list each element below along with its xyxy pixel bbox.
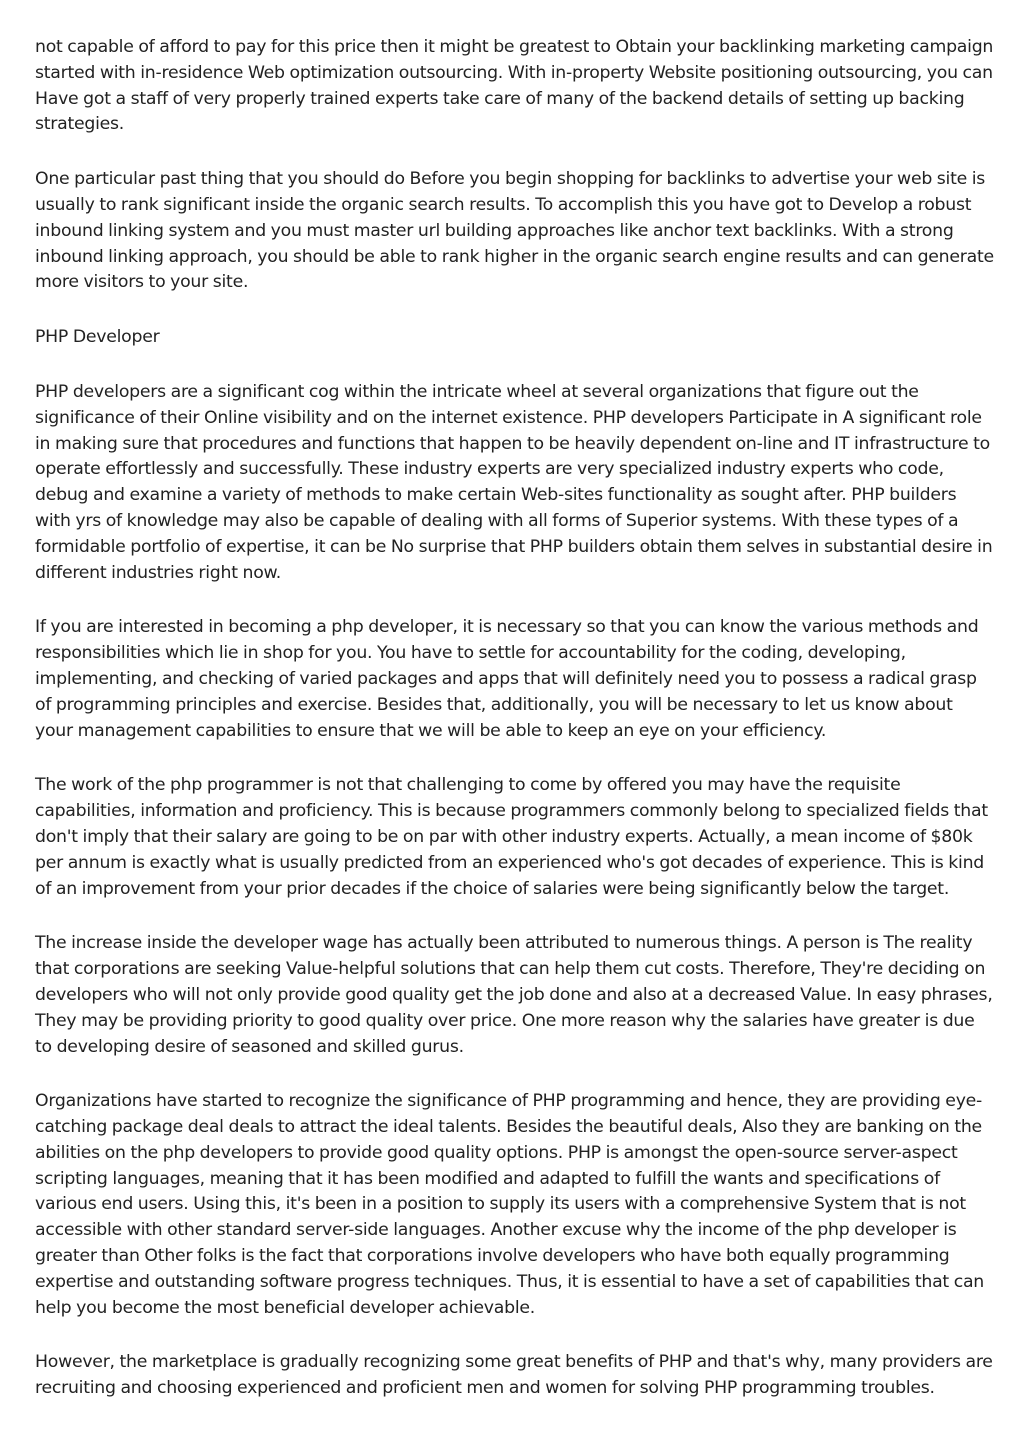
paragraph-organizations-recognize: Organizations have started to recognize the significance of PHP programming and hence, they are providing eye-catching package deal deals to attract the ideal talents. Besides the beautiful deals, Also they are banking on the abilities on the php developers to provide good quality options. PHP is amongst the open-source server-aspect scripting languages, meaning that it has been modified and adapted to fulfill the wants and specifications of various end users. Using this, it's been in a position to supply its users with a comprehensive System that is not accessible with other standard server-side languages. Another excuse why the income of the php developer is greater than Other folks is the fact that corporations involve developers who have both equally programming expertise and outstanding software progress techniques. Thus, it is essential to have a set of capabilities that can help you become the most beneficial developer achievable. xyxy=(35,1091,984,1318)
paragraph-backlinking-outsourcing: not capable of afford to pay for this price then it might be greatest to Obtain your backlinking marketing campaign started with in-residence Web optimization outsourcing. With in-property Website positioning outsourcing, you can Have got a staff of very properly trained experts take care of many of the backend details of setting up backing strategies. xyxy=(35,37,994,135)
document-body xyxy=(35,35,995,1431)
paragraph-wage-increase: The increase inside the developer wage has actually been attributed to numerous things. A person is The reality that corporations are seeking Value-helpful solutions that can help them cut costs. Therefore, They're deciding on developers who will not only provide good quality get the job done and also at a decreased Value. In easy phrases, They may be providing priority to good quality over price. One more reason why the salaries have greater is due to developing desire of seasoned and skilled gurus. xyxy=(35,933,993,1057)
paragraph-php-developers-role: PHP developers are a significant cog within the intricate wheel at several organizations that figure out the significance of their Online visibility and on the internet existence. PHP developers Participate in A significant role in making sure that procedures and functions that happen to be heavily dependent on-line and IT infrastructure to operate effortlessly and successfully. These industry experts are very specialized industry experts who code, debug and examine a variety of methods to make certain Web-sites functionality as sought after. PHP builders with yrs of knowledge may also be capable of dealing with all forms of Superior systems. With these types of a formidable portfolio of expertise, it can be No surprise that PHP builders obtain them selves in substantial desire in different industries right now. xyxy=(35,381,993,583)
paragraph-programmer-work: The work of the php programmer is not that challenging to come by offered you may have the requisite capabilities, information and proficiency. This is because programmers commonly belong to specialized fields that don't imply that their salary are going to be on par with other industry experts. Actually, a mean income of $80k per annum is exactly what is usually predicted from an experienced who's got decades of experience. This is kind of an improvement from your prior decades if the choice of salaries were being significantly below the target. xyxy=(35,775,988,899)
section-heading-php-developer: PHP Developer xyxy=(35,327,160,348)
paragraph-marketplace: However, the marketplace is gradually recognizing some great benefits of PHP and that's why, many providers are recruiting and choosing experienced and proficient men and women for solving PHP programming troubles. xyxy=(35,1352,993,1399)
paragraph-becoming-developer: If you are interested in becoming a php developer, it is necessary so that you can know the various methods and responsibilities which lie in shop for you. You have to settle for accountability for the coding, developing, implementing, and checking of varied packages and apps that will definitely need you to possess a radical grasp of programming principles and exercise. Besides that, additionally, you will be necessary to let us know about your management capabilities to ensure that we will be able to keep an eye on your efficiency. xyxy=(35,617,979,741)
paragraph-organic-ranking: One particular past thing that you should do Before you begin shopping for backlinks to advertise your web site is usually to rank significant inside the organic search results. To accomplish this you have got to Develop a robust inbound linking system and you must master url building approaches like anchor text backlinks. With a strong inbound linking approach, you should be able to rank higher in the organic search engine results and can generate more visitors to your site. xyxy=(35,169,994,293)
